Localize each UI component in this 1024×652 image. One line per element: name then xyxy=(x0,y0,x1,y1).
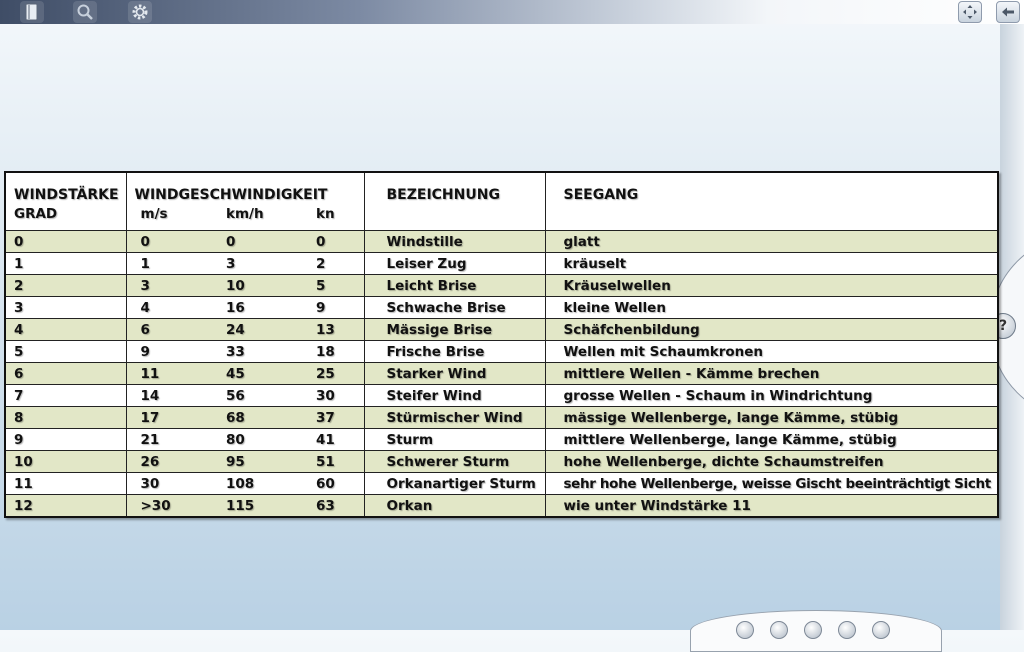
cell-bezeichnung: Starker Wind xyxy=(364,363,545,385)
cell-seegang: Kräuselwellen xyxy=(545,275,998,297)
cell-grad: 9 xyxy=(5,429,126,451)
gear-icon xyxy=(131,3,149,21)
cell-kn: 0 xyxy=(308,231,364,253)
cell-bezeichnung: Frische Brise xyxy=(364,341,545,363)
cell-grad: 3 xyxy=(5,297,126,319)
cell-kmh: 33 xyxy=(212,341,308,363)
cell-kn: 60 xyxy=(308,473,364,495)
fullscreen-button[interactable] xyxy=(958,1,982,23)
table-row xyxy=(5,385,998,407)
cell-kmh: 95 xyxy=(212,451,308,473)
table-row xyxy=(5,275,998,297)
cell-bezeichnung: Steifer Wind xyxy=(364,385,545,407)
search-button[interactable] xyxy=(73,1,97,23)
cell-seegang: mittlere Wellenberge, lange Kämme, stübig xyxy=(545,429,998,451)
cell-bezeichnung: Leiser Zug xyxy=(364,253,545,275)
header-bezeichnung: BEZEICHNUNG xyxy=(364,172,545,204)
cell-kmh: 108 xyxy=(212,473,308,495)
cell-ms: 11 xyxy=(126,363,212,385)
cell-grad: 0 xyxy=(5,231,126,253)
cell-ms: >30 xyxy=(126,495,212,518)
cell-bezeichnung: Orkan xyxy=(364,495,545,518)
cell-seegang: grosse Wellen - Schaum in Windrichtung xyxy=(545,385,998,407)
table-row xyxy=(5,231,998,253)
table-row xyxy=(5,473,998,495)
table-row xyxy=(5,319,998,341)
cell-ms: 0 xyxy=(126,231,212,253)
cell-bezeichnung: Orkanartiger Sturm xyxy=(364,473,545,495)
header-row xyxy=(5,172,998,204)
cell-kmh: 0 xyxy=(212,231,308,253)
cell-bezeichnung: Schwerer Sturm xyxy=(364,451,545,473)
cell-ms: 21 xyxy=(126,429,212,451)
cell-bezeichnung: Mässige Brise xyxy=(364,319,545,341)
cell-bezeichnung: Stürmischer Wind xyxy=(364,407,545,429)
cell-kmh: 24 xyxy=(212,319,308,341)
cell-ms: 30 xyxy=(126,473,212,495)
subheader-row xyxy=(5,204,998,231)
cell-kn: 37 xyxy=(308,407,364,429)
cell-kn: 13 xyxy=(308,319,364,341)
cell-grad: 8 xyxy=(5,407,126,429)
header-windgeschwindigkeit: WINDGESCHWINDIGKEIT xyxy=(126,172,364,204)
cell-kmh: 56 xyxy=(212,385,308,407)
cell-grad: 6 xyxy=(5,363,126,385)
first-page-button[interactable] xyxy=(736,621,754,639)
cell-ms: 3 xyxy=(126,275,212,297)
cell-kn: 51 xyxy=(308,451,364,473)
header-kmh: km/h xyxy=(212,204,308,231)
table-row xyxy=(5,495,998,518)
cell-grad: 7 xyxy=(5,385,126,407)
cell-bezeichnung: Windstille xyxy=(364,231,545,253)
header-windstaerke: WINDSTÄRKE xyxy=(5,172,126,204)
cell-seegang: sehr hohe Wellenberge, weisse Gischt beeinträchtigt Sicht xyxy=(545,473,998,495)
cell-bezeichnung: Leicht Brise xyxy=(364,275,545,297)
cell-seegang: mässige Wellenberge, lange Kämme, stübig xyxy=(545,407,998,429)
cell-grad: 10 xyxy=(5,451,126,473)
settings-button[interactable] xyxy=(128,1,152,23)
header-blank-bezeichnung xyxy=(364,204,545,231)
header-ms: m/s xyxy=(126,204,212,231)
cell-ms: 14 xyxy=(126,385,212,407)
cell-grad: 12 xyxy=(5,495,126,518)
cell-kn: 9 xyxy=(308,297,364,319)
cell-kn: 2 xyxy=(308,253,364,275)
cell-ms: 17 xyxy=(126,407,212,429)
cell-kmh: 68 xyxy=(212,407,308,429)
table-row xyxy=(5,341,998,363)
cell-grad: 2 xyxy=(5,275,126,297)
cell-bezeichnung: Schwache Brise xyxy=(364,297,545,319)
table-body xyxy=(5,231,998,518)
cell-grad: 1 xyxy=(5,253,126,275)
cell-bezeichnung: Sturm xyxy=(364,429,545,451)
cell-kn: 5 xyxy=(308,275,364,297)
cell-kmh: 10 xyxy=(212,275,308,297)
back-icon xyxy=(1000,4,1016,20)
header-seegang: SEEGANG xyxy=(545,172,998,204)
cell-ms: 4 xyxy=(126,297,212,319)
header-kn: kn xyxy=(308,204,364,231)
book-button[interactable] xyxy=(20,1,44,23)
play-button[interactable] xyxy=(804,621,822,639)
back-button[interactable] xyxy=(996,1,1020,23)
fullscreen-icon xyxy=(962,4,978,20)
cell-kn: 18 xyxy=(308,341,364,363)
previous-page-button[interactable] xyxy=(770,621,788,639)
cell-kmh: 115 xyxy=(212,495,308,518)
help-button[interactable]: ? xyxy=(990,313,1016,339)
cell-grad: 5 xyxy=(5,341,126,363)
next-page-button[interactable] xyxy=(838,621,856,639)
cell-ms: 26 xyxy=(126,451,212,473)
header-grad: GRAD xyxy=(5,204,126,231)
table-row xyxy=(5,297,998,319)
cell-seegang: mittlere Wellen - Kämme brechen xyxy=(545,363,998,385)
cell-ms: 6 xyxy=(126,319,212,341)
cell-kmh: 16 xyxy=(212,297,308,319)
cell-kn: 63 xyxy=(308,495,364,518)
cell-seegang: kräuselt xyxy=(545,253,998,275)
cell-kmh: 80 xyxy=(212,429,308,451)
cell-kmh: 3 xyxy=(212,253,308,275)
table-row xyxy=(5,363,998,385)
cell-kn: 25 xyxy=(308,363,364,385)
table-row xyxy=(5,451,998,473)
cell-ms: 9 xyxy=(126,341,212,363)
search-icon xyxy=(76,3,94,21)
cell-kmh: 45 xyxy=(212,363,308,385)
table-row xyxy=(5,429,998,451)
book-icon xyxy=(24,3,40,21)
table-row xyxy=(5,407,998,429)
cell-seegang: wie unter Windstärke 11 xyxy=(545,495,998,518)
header-blank-seegang xyxy=(545,204,998,231)
cell-seegang: Schäfchenbildung xyxy=(545,319,998,341)
cell-kn: 41 xyxy=(308,429,364,451)
cell-seegang: kleine Wellen xyxy=(545,297,998,319)
cell-grad: 11 xyxy=(5,473,126,495)
cell-ms: 1 xyxy=(126,253,212,275)
top-toolbar xyxy=(0,0,1024,24)
cell-grad: 4 xyxy=(5,319,126,341)
cell-seegang: Wellen mit Schaumkronen xyxy=(545,341,998,363)
last-page-button[interactable] xyxy=(872,621,890,639)
cell-kn: 30 xyxy=(308,385,364,407)
table-row xyxy=(5,253,998,275)
wind-scale-table xyxy=(4,171,999,518)
cell-seegang: hohe Wellenberge, dichte Schaumstreifen xyxy=(545,451,998,473)
cell-seegang: glatt xyxy=(545,231,998,253)
